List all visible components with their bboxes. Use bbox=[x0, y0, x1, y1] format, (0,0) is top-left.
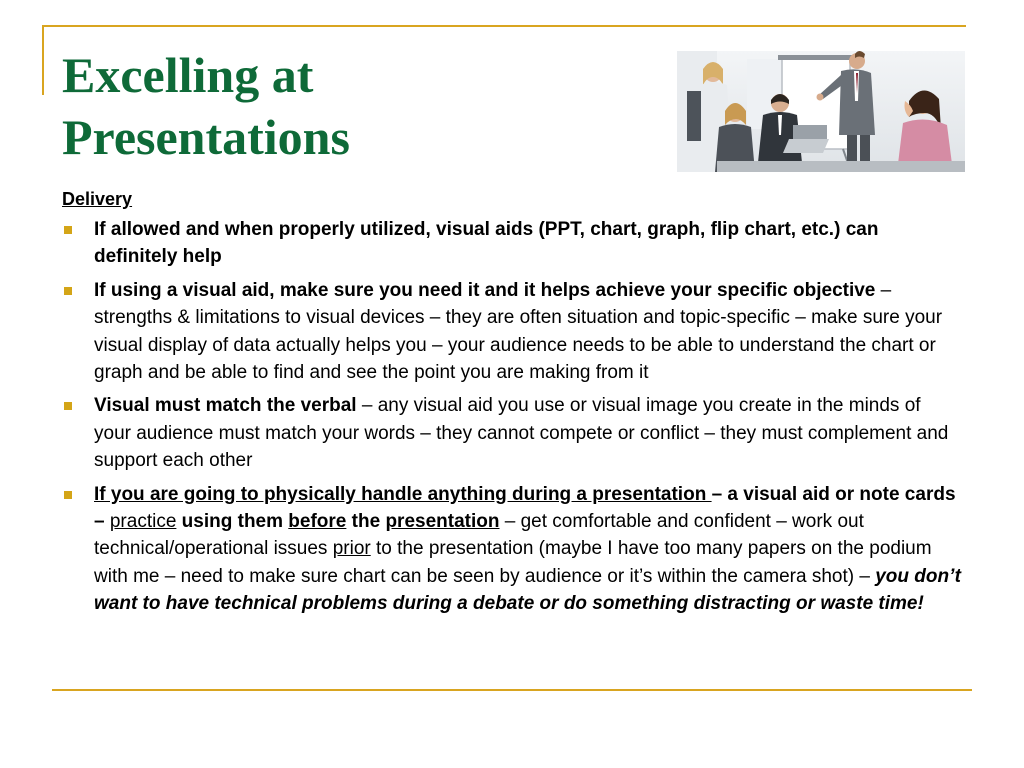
bullet-underlined-text: prior bbox=[332, 538, 371, 560]
bullet-text: to the presentation (maybe I have too many papers on the podium with me – need to make sure chart can be seen by audience or it’s within the camera shot) – bbox=[94, 538, 932, 587]
square-bullet-icon bbox=[64, 402, 72, 410]
slide-title bbox=[62, 44, 622, 168]
title-line-2: Presentations bbox=[62, 109, 350, 165]
bottom-rule bbox=[52, 689, 972, 691]
bullet-bold-underlined-text: presentation bbox=[385, 511, 500, 533]
bullet-list bbox=[62, 216, 962, 618]
square-bullet-icon bbox=[64, 226, 72, 234]
list-item bbox=[62, 216, 962, 271]
bullet-text: – strengths & limitations to visual devices – they are often situation and topic-specific – make sure your visual display of data actually helps you – your audience needs to be able to understand the chart or graph and be able to find and see the point you are making from it bbox=[94, 279, 943, 384]
list-item bbox=[62, 481, 962, 618]
bullet-underlined-text: practice bbox=[109, 511, 177, 533]
bullet-text: – any visual aid you use or visual image you create in the minds of your audience must match your words – they cannot compete or conflict – they must complement and support each other bbox=[94, 395, 949, 472]
title-line-1: Excelling at bbox=[62, 47, 314, 103]
square-bullet-icon bbox=[64, 491, 72, 499]
list-item bbox=[62, 392, 962, 474]
bullet-bold-text: If allowed and when properly utilized, visual aids (PPT, chart, graph, flip chart, etc.) can definitely help bbox=[94, 219, 879, 268]
bullet-bold-text: – a visual aid or note cards – bbox=[94, 483, 956, 533]
business-presentation-photo bbox=[677, 51, 965, 172]
list-item bbox=[62, 277, 962, 387]
bullet-bold-text: using them bbox=[176, 511, 289, 533]
square-bullet-icon bbox=[64, 287, 72, 295]
bullet-bold-text: the bbox=[346, 511, 386, 533]
bullet-bold-text: Visual must match the verbal bbox=[94, 395, 357, 417]
section-heading: Delivery bbox=[62, 189, 133, 209]
slide-body bbox=[62, 186, 962, 624]
bullet-bold-text: If using a visual aid, make sure you need it and it helps achieve your specific objective bbox=[94, 279, 876, 301]
bullet-bold-italic-text: you don’t want to have technical problems during a debate or do something distracting or waste time! bbox=[94, 565, 962, 615]
top-rule bbox=[42, 25, 966, 27]
left-rule bbox=[42, 25, 44, 95]
bullet-text: – get comfortable and confident – work out technical/operational issues bbox=[94, 511, 864, 560]
bullet-bold-underlined-text: before bbox=[288, 511, 347, 533]
bullet-bold-underlined-text: If you are going to physically handle anything during a presentation bbox=[94, 483, 712, 505]
